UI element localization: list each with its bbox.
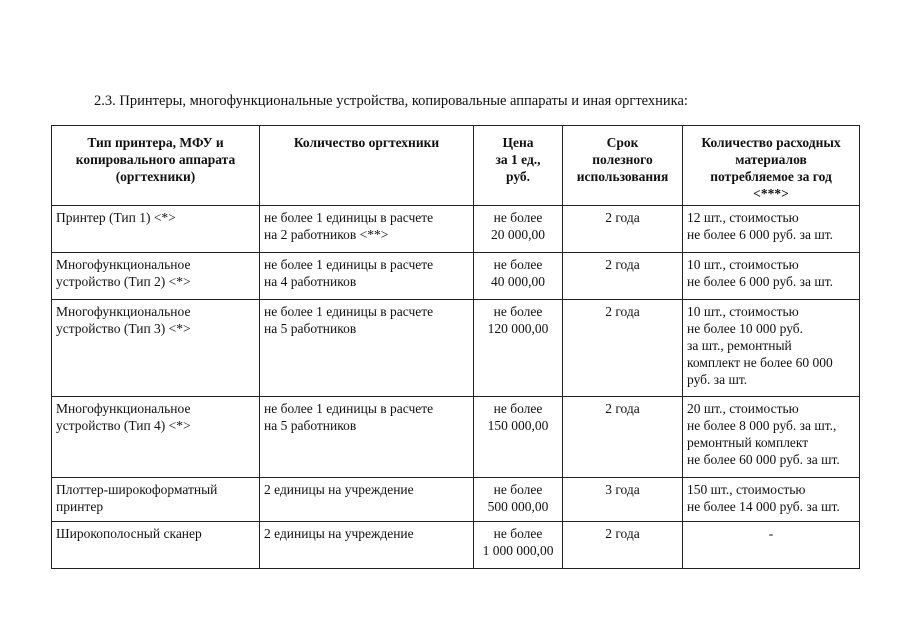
header-consumables-line: <***> (753, 186, 789, 201)
header-term-line: Срок (606, 135, 639, 150)
cell-price (474, 300, 563, 397)
cell-price-line: 150 000,00 (487, 418, 549, 433)
cell-type-line: Многофункциональное (56, 401, 191, 416)
cell-quantity-line: на 5 работников (264, 321, 357, 336)
header-term-line: использования (576, 169, 669, 184)
table-header-row (52, 126, 860, 206)
cell-consumables-line: не более 6 000 руб. за шт. (687, 227, 833, 242)
header-term-line: полезного (592, 152, 653, 167)
cell-term-line: 2 года (605, 401, 640, 416)
cell-type (52, 253, 260, 300)
cell-quantity (260, 397, 474, 478)
cell-type-line: Многофункциональное (56, 304, 191, 319)
header-type (52, 126, 260, 206)
header-price-line: руб. (505, 169, 531, 184)
cell-type-line: Широкополосный сканер (56, 526, 202, 541)
cell-price-line: не более (493, 482, 543, 497)
cell-consumables-line: за шт., ремонтный (687, 338, 792, 353)
table-body (52, 206, 860, 569)
cell-consumables-line: комплект не более 60 000 (687, 355, 833, 370)
cell-consumables-line: 12 шт., стоимостью (687, 210, 799, 225)
cell-term-line: 2 года (605, 210, 640, 225)
cell-price-line: 120 000,00 (487, 321, 549, 336)
cell-consumables-line: 150 шт., стоимостью (687, 482, 806, 497)
table-row (52, 300, 860, 397)
cell-term-line: 2 года (605, 304, 640, 319)
cell-type-line: устройство (Тип 4) <*> (56, 418, 191, 433)
header-price-line: Цена (502, 135, 534, 150)
cell-price-line: не более (493, 210, 543, 225)
cell-type (52, 478, 260, 522)
cell-consumables-line: не более 14 000 руб. за шт. (687, 499, 840, 514)
cell-term-line: 3 года (605, 482, 640, 497)
cell-price (474, 206, 563, 253)
cell-type-line: устройство (Тип 3) <*> (56, 321, 191, 336)
cell-quantity-line: не более 1 единицы в расчете (264, 257, 434, 272)
cell-price-line: не более (493, 257, 543, 272)
cell-type-line: принтер (56, 499, 104, 514)
header-price-line: за 1 ед., (495, 152, 541, 167)
cell-consumables-line: ремонтный комплект (687, 435, 809, 450)
equipment-table (51, 125, 860, 569)
header-type-line: Тип принтера, МФУ и (87, 135, 224, 150)
cell-type-line: Многофункциональное (56, 257, 191, 272)
cell-type (52, 206, 260, 253)
cell-consumables-line: руб. за шт. (687, 372, 748, 387)
header-consumables (683, 126, 860, 206)
cell-price-line: 500 000,00 (487, 499, 549, 514)
cell-type (52, 522, 260, 569)
cell-price-line: не более (493, 401, 543, 416)
cell-term (563, 522, 683, 569)
cell-consumables-line: 10 шт., стоимостью (687, 257, 799, 272)
cell-consumables-line: - (768, 526, 774, 541)
cell-price-line: 40 000,00 (491, 274, 545, 289)
cell-type-line: Плоттер-широкоформатный (56, 482, 218, 497)
cell-term (563, 206, 683, 253)
cell-quantity-line: 2 единицы на учреждение (264, 482, 414, 497)
header-type-line: (оргтехники) (115, 169, 196, 184)
header-consumables-line: потребляемое за год (710, 169, 832, 184)
header-term (563, 126, 683, 206)
cell-quantity-line: не более 1 единицы в расчете (264, 304, 434, 319)
cell-consumables (683, 300, 860, 397)
cell-type-line: Принтер (Тип 1) <*> (56, 210, 176, 225)
cell-price (474, 253, 563, 300)
cell-term (563, 397, 683, 478)
cell-term (563, 253, 683, 300)
header-price (474, 126, 563, 206)
cell-term-line: 2 года (605, 526, 640, 541)
cell-quantity-line: на 5 работников (264, 418, 357, 433)
cell-consumables (683, 478, 860, 522)
cell-price-line: 1 000 000,00 (482, 543, 554, 558)
cell-quantity-line: 2 единицы на учреждение (264, 526, 414, 541)
cell-quantity-line: на 4 работников (264, 274, 357, 289)
table-row (52, 522, 860, 569)
cell-price (474, 522, 563, 569)
cell-consumables (683, 206, 860, 253)
cell-term (563, 300, 683, 397)
cell-consumables-line: не более 8 000 руб. за шт., (687, 418, 837, 433)
cell-consumables (683, 522, 860, 569)
cell-type-line: устройство (Тип 2) <*> (56, 274, 191, 289)
cell-term (563, 478, 683, 522)
section-heading: 2.3. Принтеры, многофункциональные устройства, копировальные аппараты и иная оргтехника: (94, 93, 688, 109)
header-quantity-line: Количество оргтехники (293, 135, 440, 150)
header-consumables-line: материалов (735, 152, 807, 167)
cell-consumables (683, 397, 860, 478)
cell-quantity (260, 206, 474, 253)
cell-quantity (260, 478, 474, 522)
cell-quantity (260, 253, 474, 300)
cell-quantity (260, 522, 474, 569)
cell-type (52, 397, 260, 478)
cell-consumables (683, 253, 860, 300)
cell-price-line: не более (493, 304, 543, 319)
cell-price-line: не более (493, 526, 543, 541)
cell-quantity (260, 300, 474, 397)
table-row (52, 206, 860, 253)
table-row (52, 478, 860, 522)
cell-term-line: 2 года (605, 257, 640, 272)
cell-quantity-line: не более 1 единицы в расчете (264, 401, 434, 416)
table-row (52, 397, 860, 478)
cell-type (52, 300, 260, 397)
cell-quantity-line: не более 1 единицы в расчете (264, 210, 434, 225)
cell-consumables-line: 20 шт., стоимостью (687, 401, 799, 416)
header-quantity (260, 126, 474, 206)
cell-consumables-line: не более 60 000 руб. за шт. (687, 452, 840, 467)
cell-consumables-line: 10 шт., стоимостью (687, 304, 799, 319)
table-row (52, 253, 860, 300)
cell-consumables-line: не более 6 000 руб. за шт. (687, 274, 833, 289)
header-type-line: копировального аппарата (75, 152, 236, 167)
cell-price (474, 478, 563, 522)
cell-price (474, 397, 563, 478)
header-consumables-line: Количество расходных (701, 135, 841, 150)
cell-consumables-line: не более 10 000 руб. (687, 321, 804, 336)
cell-price-line: 20 000,00 (491, 227, 545, 242)
cell-quantity-line: на 2 работников <**> (264, 227, 389, 242)
